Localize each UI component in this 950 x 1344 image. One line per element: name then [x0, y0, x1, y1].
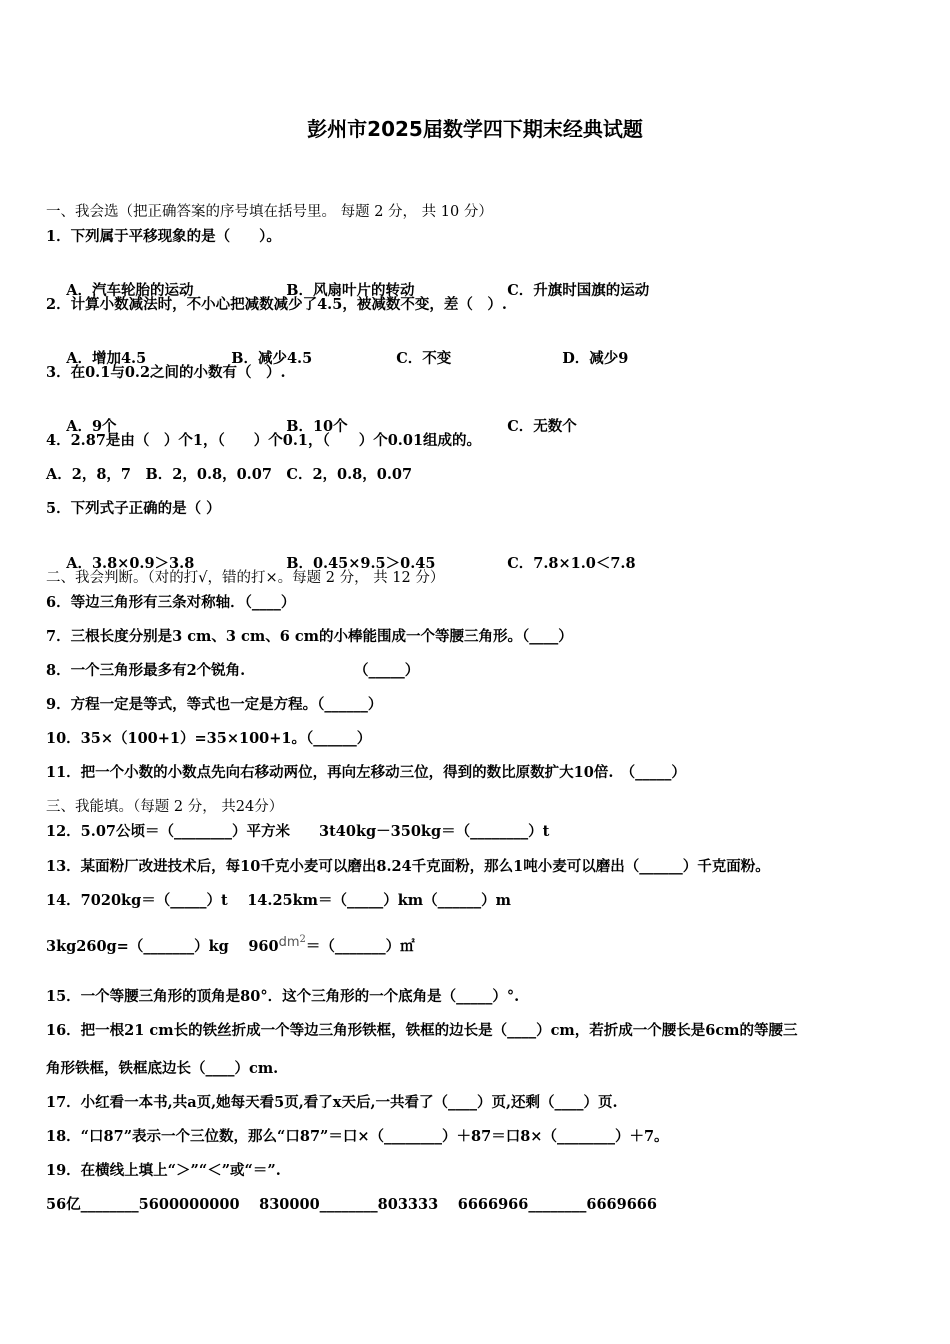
question-8: 8．一个三角形最多有2个锐角. （_____） — [46, 662, 420, 679]
dm-superscript: 2 — [299, 934, 306, 945]
question-15: 15．一个等腰三角形的顶角是80°．这个三角形的一个底角是（_____）°. — [46, 988, 520, 1005]
question-2: 2．计算小数减法时，不小心把减数减少了4.5，被减数不变，差（ ）. — [46, 296, 507, 313]
q14-text-a: 3kg260g=（_______）kg 960 — [46, 938, 279, 955]
question-14-line-1: 14．7020kg＝（_____）t 14.25km＝（_____）km（______）m — [46, 892, 511, 909]
option-c: C．升旗时国旗的运动 — [507, 282, 650, 299]
section-3-header: 三、我能填。（每题 2 分， 共24分） — [46, 799, 284, 815]
question-5: 5．下列式子正确的是（ ） — [46, 500, 221, 517]
q14-text-b: ＝（_______）㎡ — [305, 938, 415, 955]
question-9: 9．方程一定是等式，等式也一定是方程。（______） — [46, 696, 383, 713]
page-title: 彭州市2025届数学四下期末经典试题 — [307, 117, 643, 141]
question-4-options: A．2，8，7 B．2，0.8，0.07 C．2，0.8，0.07 — [46, 466, 413, 483]
question-16-line-1: 16．把一根21 cm长的铁丝折成一个等边三角形铁框，铁框的边长是（____）cm，若折成一个腰长是6cm的等腰三 — [46, 1022, 798, 1039]
question-6: 6．等边三角形有三条对称轴．（____） — [46, 594, 296, 611]
option-a: A．3.8×0.9＞3.8 — [66, 555, 195, 572]
option-a: A．增加4.5 — [66, 350, 147, 367]
question-1: 1．下列属于平移现象的是（ ）。 — [46, 228, 281, 245]
question-11: 11．把一个小数的小数点先向右移动两位，再向左移动三位，得到的数比原数扩大10倍. （_____） — [46, 764, 686, 781]
question-14-line-2 — [46, 930, 415, 957]
option-b: B．风扇叶片的转动 — [286, 282, 415, 299]
question-4: 4．2.87是由（ ）个1，（ ）个0.1，（ ）个0.01组成的。 — [46, 432, 482, 449]
question-12: 12．5.07公顷＝（________）平方米 3t40kg－350kg＝（________）t — [46, 823, 550, 840]
option-d: D．减少9 — [562, 350, 629, 367]
option-b: B．10个 — [286, 418, 348, 435]
option-b: B．0.45×9.5＞0.45 — [286, 555, 436, 572]
question-7: 7．三根长度分别是3 cm、3 cm、6 cm的小棒能围成一个等腰三角形。（____） — [46, 628, 573, 645]
question-3: 3．在0.1与0.2之间的小数有（ ）. — [46, 364, 286, 381]
option-a: A．9个 — [66, 418, 117, 435]
dm-unit: dm — [278, 935, 300, 950]
section-1-header: 一、我会选（把正确答案的序号填在括号里。 每题 2 分， 共 10 分） — [46, 204, 493, 220]
question-19-items: 56亿________5600000000 830000________803333 6666966________6669666 — [46, 1196, 657, 1213]
option-c: C．无数个 — [507, 418, 577, 435]
question-17: 17．小红看一本书,共a页,她每天看5页,看了x天后,一共看了（____）页,还剩（____）页. — [46, 1094, 618, 1111]
question-13: 13．某面粉厂改进技术后，每10千克小麦可以磨出8.24千克面粉，那么1吨小麦可以磨出（______）千克面粉。 — [46, 858, 770, 875]
option-c: C．7.8×1.0＜7.8 — [507, 555, 636, 572]
option-c: C．不变 — [396, 350, 452, 367]
question-18: 18．“口87”表示一个三位数，那么“口87”＝口×（________）＋87＝口8×（________）＋7。 — [46, 1128, 669, 1145]
question-10: 10．35×（100+1）=35×100+1。（______） — [46, 730, 372, 747]
question-19: 19．在横线上填上“＞”“＜”或“＝”. — [46, 1162, 281, 1179]
option-b: B．减少4.5 — [231, 350, 313, 367]
question-16-line-2: 角形铁框，铁框底边长（____）cm. — [46, 1060, 279, 1077]
section-2-header: 二、我会判断。（对的打√，错的打×。每题 2 分， 共 12 分） — [46, 570, 445, 586]
option-a: A．汽车轮胎的运动 — [66, 282, 194, 299]
